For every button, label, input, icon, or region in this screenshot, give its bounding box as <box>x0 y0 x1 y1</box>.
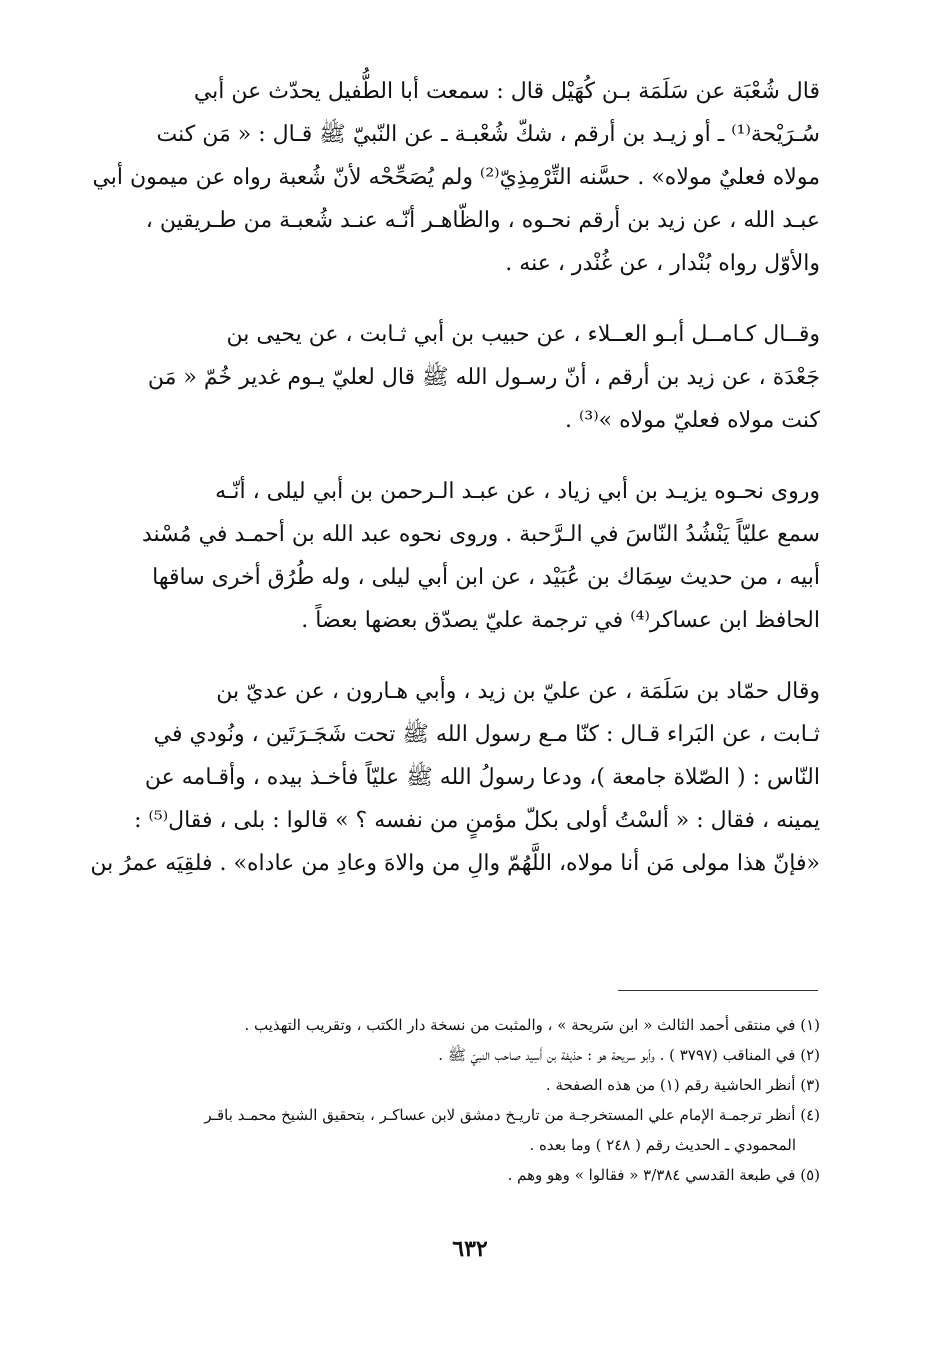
footnote-separator <box>618 990 818 991</box>
text-line: سُـرَيْحة⁽¹⁾ ـ أو زيـد بن أرقم ، شكّ شُعْبـة ـ عن النّبيّ ﷺ قـال : « مَن كنت <box>156 122 820 147</box>
text-line: عبـد الله ، عن زيد بن أرقم نحـوه ، والظّاهـر أنّـه عنـد شُعبـة من طـريقين ، <box>145 208 820 233</box>
footnote-4-continuation: المحمودي ـ الحديث رقم ( ٢٤٨ ) وما بعده . <box>529 1136 796 1154</box>
text-line: سمع عليّاً يَنْشُدُ النّاسَ في الـرَّحبة . وروى نحوه عبد الله بن أحمـد في مُسْند <box>141 522 820 547</box>
text-line: والأوّل رواه بُنْدار ، عن غُنْدر ، عنه . <box>505 251 820 276</box>
text-line: ثـابت ، عن البَراء قـال : كنّا مـع رسول الله ﷺ تحت شَجَـرَتَين ، ونُودي في <box>153 722 820 747</box>
text-line: وقــال كـامــل أبـو العــلاء ، عن حبيب بن أبي ثـابت ، عن يحيى بن <box>226 322 820 347</box>
text-line: أبيه ، من حديث سِمَاك بن عُبَيْد ، عن ابن أبي ليلى ، وله طُرُق أخرى ساقها <box>152 565 820 590</box>
text-line: قال شُعْبَة عن سَلَمَة بـن كُهَيْل قال : سمعت أبا الطُّفيل يحدّث عن أبي <box>193 79 820 104</box>
paragraph-4 <box>90 670 820 885</box>
text-line: النّاس : ( الصّلاة جامعة )، ودعا رسولُ الله ﷺ عليّاً فأخـذ بيده ، وأقـامه عن <box>144 765 820 790</box>
page-number: ٦٣٢ <box>452 1236 488 1262</box>
footnote-4: (٤) أنظر ترجمـة الإمام علي المستخرجـة من تاريـخ دمشق لابن عساكـر ، بتحقيق الشيخ محمـد باقـر <box>204 1106 820 1124</box>
footnote-3: (٣) أنظر الحاشية رقم (١) من هذه الصفحة . <box>545 1076 820 1094</box>
footnote-1: (١) في منتقى أحمد الثالث « ابن سَريحة » ، والمثبت من نسخة دار الكتب ، وتقريب التهذيب . <box>244 1016 820 1034</box>
text-line: مولاه فعليٌ مولاه» . حسَّنه التِّرْمِذِيّ⁽²⁾ ولم يُصَحِّحْه لأنّ شُعبة رواه عن ميمون أبي <box>92 165 820 190</box>
text-line: وقال حمّاد بن سَلَمَة ، عن عليّ بن زيد ، وأبي هـارون ، عن عديّ بن <box>216 679 820 704</box>
footnote-2: (٢) في المناقب (٣٧٩٧ ) . وأبو سريحة هو : حذيفة بن أَسِيد صاحب النبيّ ﷺ . <box>438 1046 820 1064</box>
footnote-5: (٥) في طبعة القدسي ٣/٣٨٤ « فقالوا » وهو وهم . <box>507 1166 820 1184</box>
text-line: كنت مولاه فعليّ مولاه »⁽³⁾ . <box>565 408 820 433</box>
paragraph-1 <box>92 70 820 285</box>
footnotes <box>120 1010 820 1190</box>
paragraph-2 <box>120 313 820 442</box>
text-line: جَعْدَة ، عن زيد بن أرقم ، أنّ رسـول الله ﷺ قال لعليّ يـوم غدير خُمّ « مَن <box>147 365 820 390</box>
main-text <box>90 70 820 913</box>
text-line: وروى نحـوه يزيـد بن أبي زياد ، عن عبـد الـرحمن بن أبي ليلى ، أنّـه <box>215 479 820 504</box>
text-line: الحافظ ابن عساكر⁽⁴⁾ في ترجمة عليّ يصدّق بعضها بعضاً . <box>301 608 820 633</box>
text-line: «فإنّ هذا مولى مَن أنا مولاه، اللَّهُمّ والِ من والاهَ وعادِ من عاداه» . فلقِيَه عمرُ بن <box>90 851 820 876</box>
text-line: يمينه ، فقال : « ألسْتُ أولى بكلّ مؤمنٍ من نفسه ؟ » قالوا : بلى ، فقال⁽⁵⁾ : <box>134 808 820 833</box>
paragraph-3 <box>120 470 820 642</box>
